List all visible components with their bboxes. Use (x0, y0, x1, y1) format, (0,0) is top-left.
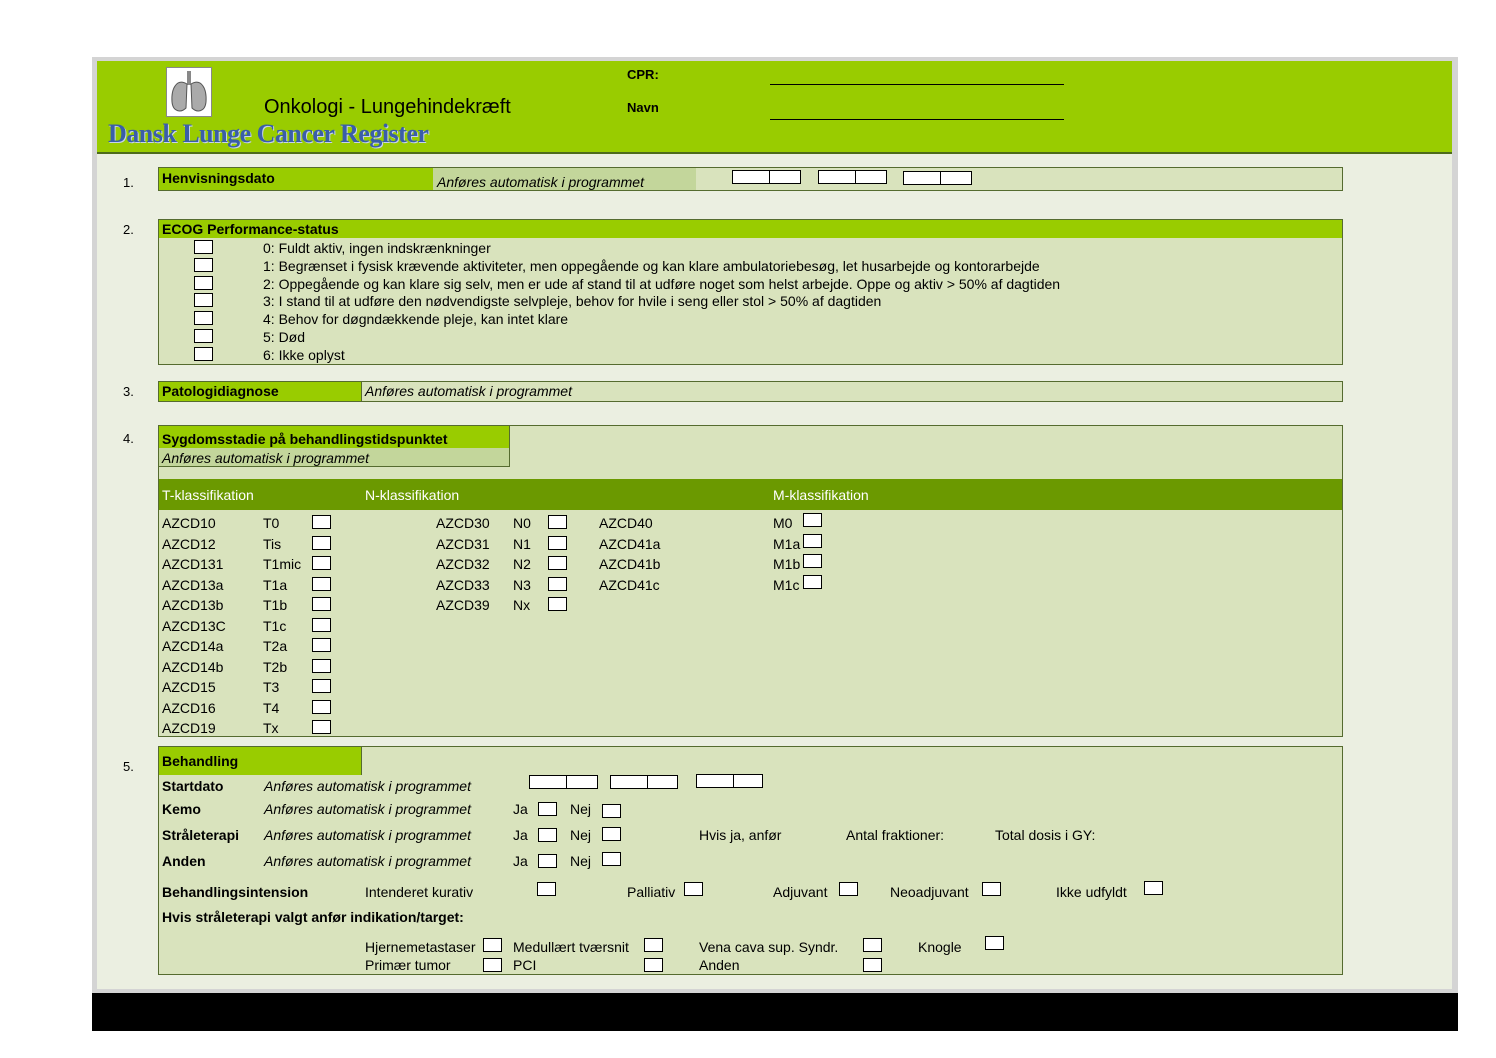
anden-nej-checkbox[interactable] (602, 852, 621, 866)
date-day-field[interactable] (732, 170, 770, 184)
lung-logo-icon (166, 67, 212, 117)
startdato-label: Startdato (162, 778, 224, 794)
t-row-1-checkbox[interactable] (312, 536, 331, 550)
n-row-1-label: N1 (513, 535, 531, 552)
ecog-option-2-checkbox[interactable] (194, 276, 213, 290)
date-month-field-2[interactable] (855, 170, 887, 184)
startdato-year-field-2[interactable] (733, 774, 763, 788)
intension-kurativ-label: Intenderet kurativ (365, 884, 474, 900)
t-row-7-checkbox[interactable] (312, 659, 331, 673)
n-row-3-code: AZCD33 (436, 576, 490, 593)
t-row-6-label: T2a (263, 638, 288, 654)
target-vena-cava-label: Vena cava sup. Syndr. (699, 939, 839, 955)
m-row-2-code: AZCD41b (599, 556, 661, 572)
t-row-3-code: AZCD13a (162, 576, 224, 593)
section-4-auto-text: Anføres automatisk i programmet (162, 450, 369, 466)
n-row-4-label: Nx (513, 597, 531, 613)
t-row-10-label: Tx (263, 720, 279, 736)
startdato-year-field[interactable] (696, 774, 734, 788)
t-row-7-code: AZCD14b (162, 658, 224, 675)
target-anden-checkbox[interactable] (863, 958, 882, 972)
target-knogle-label: Knogle (918, 939, 962, 955)
classification-header-bar (159, 479, 1342, 510)
startdato-auto-text: Anføres automatisk i programmet (264, 778, 471, 794)
section-1-auto-text: Anføres automatisk i programmet (437, 174, 644, 190)
m-row-1-code: AZCD41a (599, 535, 661, 552)
ecog-option-4-label: 4: Behov for døgndækkende pleje, kan intet klare (263, 311, 569, 328)
n-row-1-checkbox[interactable] (548, 536, 567, 550)
straaleterapi-nej-checkbox[interactable] (602, 827, 621, 841)
ecog-option-0-label: 0: Fuldt aktiv, ingen indskrænkninger (263, 240, 491, 256)
intension-palliativ-label: Palliativ (627, 884, 676, 900)
t-row-7-label: T2b (263, 658, 288, 675)
m-row-0-code: AZCD40 (599, 515, 653, 531)
n-row-0-label: N0 (513, 515, 531, 531)
t-row-6-code: AZCD14a (162, 638, 224, 654)
m-row-3-checkbox[interactable] (803, 575, 822, 589)
section-2-number: 2. (123, 222, 134, 237)
t-row-9-label: T4 (263, 699, 280, 716)
n-classification-header: N-klassifikation (365, 487, 460, 503)
anden-auto-text: Anføres automatisk i programmet (264, 853, 471, 869)
t-row-0-label: T0 (263, 515, 280, 531)
n-row-4-code: AZCD39 (436, 597, 490, 613)
startdato-month-field[interactable] (610, 775, 648, 789)
ecog-option-5-checkbox[interactable] (194, 329, 213, 343)
register-logo: Dansk Lunge Cancer Register (108, 119, 429, 148)
section-3-divider (361, 382, 362, 401)
hvis-ja-label: Hvis ja, anfør (699, 827, 782, 843)
cpr-input[interactable] (770, 84, 1064, 85)
intension-ikke-udfyldt-label: Ikke udfyldt (1056, 884, 1127, 900)
anden-ja-label: Ja (513, 853, 528, 869)
t-classification-header: T-klassifikation (162, 487, 254, 503)
ecog-option-6-label: 6: Ikke oplyst (263, 346, 345, 363)
m-row-2-label: M1b (773, 556, 801, 572)
anden-label: Anden (162, 853, 206, 869)
section-4-box (158, 425, 1343, 737)
section-3-title: Patologidiagnose (162, 383, 279, 399)
t-row-3-checkbox[interactable] (312, 577, 331, 591)
t-row-4-code: AZCD13b (162, 597, 224, 613)
target-knogle-checkbox[interactable] (985, 936, 1004, 950)
t-row-5-code: AZCD13C (162, 617, 226, 634)
fraktioner-label: Antal fraktioner: (846, 827, 945, 843)
name-label: Navn (627, 100, 659, 115)
t-row-1-label: Tis (263, 535, 282, 552)
t-row-2-code: AZCD131 (162, 556, 224, 572)
t-row-8-label: T3 (263, 679, 280, 695)
anden-ja-checkbox[interactable] (538, 854, 557, 868)
kemo-auto-text: Anføres automatisk i programmet (264, 801, 471, 817)
section-4-number: 4. (123, 431, 134, 446)
startdato-day-field[interactable] (529, 775, 567, 789)
t-row-8-code: AZCD15 (162, 679, 216, 695)
section-2-title: ECOG Performance-status (162, 221, 339, 237)
n-row-2-code: AZCD32 (436, 556, 490, 572)
section-1-title: Henvisningsdato (162, 170, 275, 186)
target-pci-checkbox[interactable] (644, 958, 663, 972)
total-dosis-label: Total dosis i GY: (995, 827, 1096, 843)
t-row-5-checkbox[interactable] (312, 618, 331, 632)
n-row-2-checkbox[interactable] (548, 556, 567, 570)
ecog-option-5-label: 5: Død (263, 329, 306, 345)
date-year-field-2[interactable] (940, 171, 972, 185)
ecog-option-3-label: 3: I stand til at udføre den nødvendigste selvpleje, behov for hvile i seng eller stol > 50% af dagtiden (263, 293, 882, 310)
straaleterapi-label: Stråleterapi (162, 827, 240, 843)
startdato-day-field-2[interactable] (566, 775, 598, 789)
n-row-3-label: N3 (513, 576, 531, 593)
n-row-2-label: N2 (513, 556, 531, 572)
t-row-1-code: AZCD12 (162, 535, 216, 552)
kemo-label: Kemo (162, 801, 201, 817)
kemo-nej-checkbox[interactable] (602, 804, 621, 818)
m-row-3-label: M1c (773, 576, 800, 593)
t-row-9-code: AZCD16 (162, 699, 216, 716)
date-day-field-2[interactable] (769, 170, 801, 184)
section-3-auto-text: Anføres automatisk i programmet (365, 383, 572, 399)
intension-palliativ-checkbox[interactable] (684, 882, 703, 896)
target-anden-label: Anden (699, 957, 740, 973)
target-primaer-tumor-label: Primær tumor (365, 957, 451, 973)
ecog-option-3-checkbox[interactable] (194, 293, 213, 307)
ecog-option-1-checkbox[interactable] (194, 258, 213, 272)
straaleterapi-ja-label: Ja (513, 827, 528, 843)
m-row-2-checkbox[interactable] (803, 554, 822, 568)
ecog-option-2-label: 2: Oppegående og kan klare sig selv, men er ude af stand til at udføre noget som helst arbejde. Oppe og aktiv > 50% af dagtiden (263, 275, 1061, 292)
intension-neoadjuvant-label: Neoadjuvant (890, 884, 969, 900)
n-row-0-checkbox[interactable] (548, 515, 567, 529)
target-vena-cava-checkbox[interactable] (863, 938, 882, 952)
section-5-number: 5. (123, 759, 134, 774)
target-primaer-tumor-checkbox[interactable] (483, 958, 502, 972)
m-row-0-label: M0 (773, 515, 793, 531)
intension-ikke-udfyldt-checkbox[interactable] (1144, 881, 1163, 895)
m-row-1-label: M1a (773, 535, 801, 552)
t-row-10-code: AZCD19 (162, 720, 216, 736)
t-row-6-checkbox[interactable] (312, 638, 331, 652)
target-medullaert-checkbox[interactable] (644, 938, 663, 952)
m-classification-header: M-klassifikation (773, 487, 869, 503)
t-row-8-checkbox[interactable] (312, 679, 331, 693)
t-row-4-label: T1b (263, 597, 288, 613)
kemo-ja-checkbox[interactable] (538, 802, 557, 816)
section-5-divider (361, 747, 362, 775)
t-row-4-checkbox[interactable] (312, 597, 331, 611)
m-row-3-code: AZCD41c (599, 576, 660, 593)
date-year-field[interactable] (903, 171, 941, 185)
section-3-number: 3. (123, 384, 134, 399)
cpr-label: CPR: (627, 67, 659, 82)
m-row-0-checkbox[interactable] (803, 513, 822, 527)
t-row-0-code: AZCD10 (162, 515, 216, 531)
n-row-4-checkbox[interactable] (548, 597, 567, 611)
straaleterapi-auto-text: Anføres automatisk i programmet (264, 827, 471, 843)
target-hjernemetastaser-label: Hjernemetastaser (365, 939, 476, 955)
intension-neoadjuvant-checkbox[interactable] (982, 882, 1001, 896)
intension-kurativ-checkbox[interactable] (537, 882, 556, 896)
ecog-option-4-checkbox[interactable] (194, 311, 213, 325)
target-medullaert-label: Medullært tværsnit (513, 939, 629, 955)
t-row-9-checkbox[interactable] (312, 700, 331, 714)
n-row-1-code: AZCD31 (436, 535, 490, 552)
straaleterapi-ja-checkbox[interactable] (538, 828, 557, 842)
anden-nej-label: Nej (570, 853, 592, 869)
intension-adjuvant-label: Adjuvant (773, 884, 828, 900)
intension-adjuvant-checkbox[interactable] (839, 882, 858, 896)
kemo-nej-label: Nej (570, 801, 592, 817)
t-row-10-checkbox[interactable] (312, 720, 331, 734)
target-pci-label: PCI (513, 957, 537, 973)
date-month-field[interactable] (818, 170, 856, 184)
t-row-0-checkbox[interactable] (312, 515, 331, 529)
m-row-1-checkbox[interactable] (803, 534, 822, 548)
t-row-2-label: T1mic (263, 556, 302, 572)
page-footer-bar (92, 993, 1458, 1031)
kemo-ja-label: Ja (513, 801, 528, 817)
t-row-3-label: T1a (263, 576, 288, 593)
t-row-5-label: T1c (263, 617, 287, 634)
straaleterapi-nej-label: Nej (570, 827, 592, 843)
ecog-option-1-label: 1: Begrænset i fysisk krævende aktiviteter, men oppegående og kan klare ambulatoriebesøg, let husarbejde og kontorarbejde (263, 257, 1040, 274)
section-4-title: Sygdomsstadie på behandlingstidspunktet (162, 431, 448, 447)
ecog-option-6-checkbox[interactable] (194, 347, 213, 361)
target-hjernemetastaser-checkbox[interactable] (483, 938, 502, 952)
n-row-3-checkbox[interactable] (548, 577, 567, 591)
ecog-option-0-checkbox[interactable] (194, 240, 213, 254)
page-title: Onkologi - Lungehindekræft (264, 96, 511, 118)
startdato-month-field-2[interactable] (647, 775, 678, 789)
t-row-2-checkbox[interactable] (312, 556, 331, 570)
name-input[interactable] (770, 119, 1064, 120)
section-1-number: 1. (123, 175, 134, 190)
n-row-0-code: AZCD30 (436, 515, 490, 531)
section-5-title: Behandling (162, 753, 239, 769)
intension-label: Behandlingsintension (162, 884, 309, 900)
target-label: Hvis stråleterapi valgt anfør indikation/target: (162, 909, 464, 925)
